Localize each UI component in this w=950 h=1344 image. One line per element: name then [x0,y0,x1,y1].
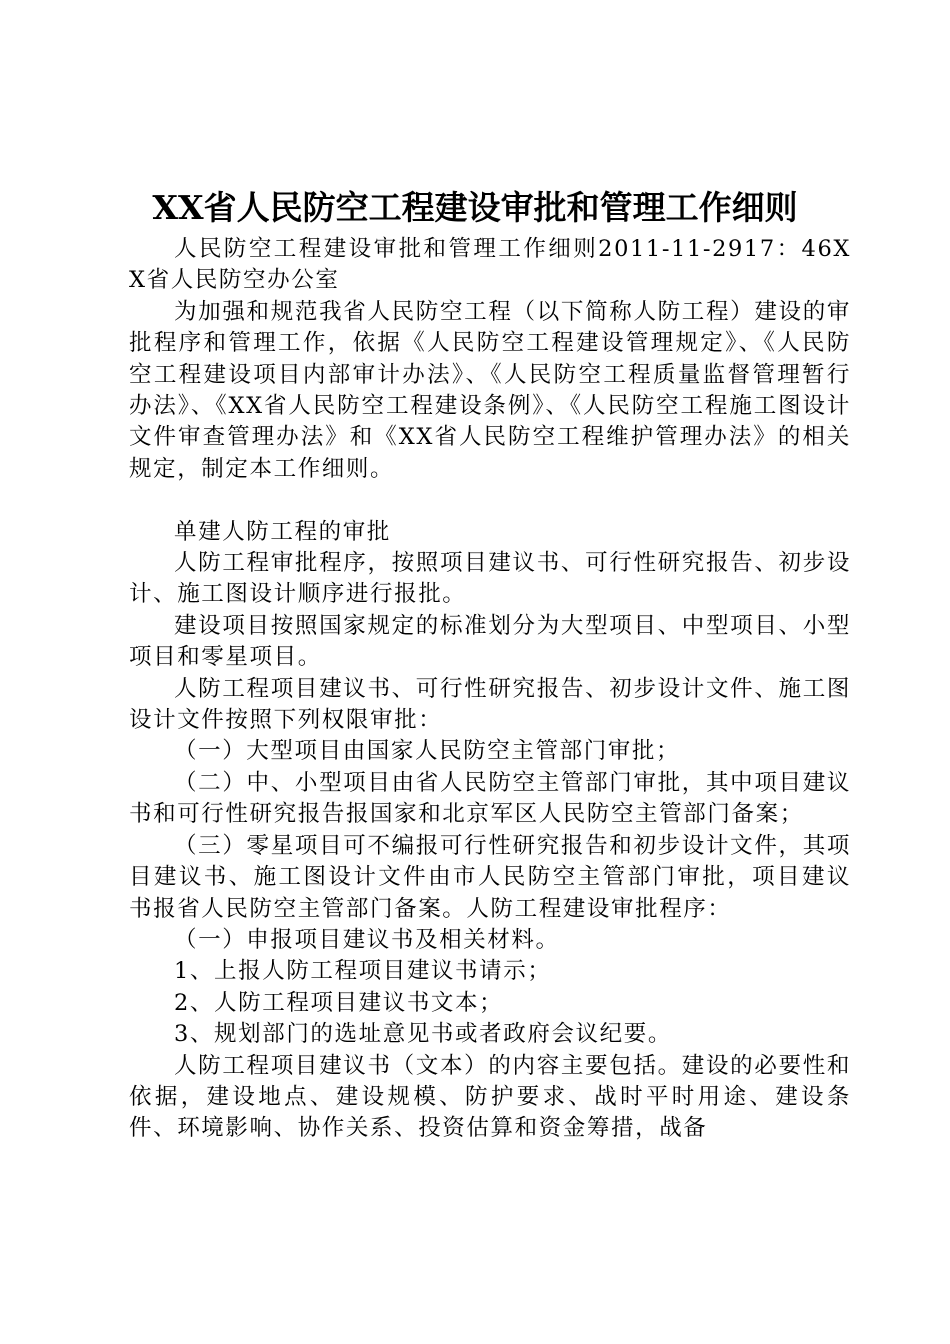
list-item: 1、上报人防工程项目建议书请示； [174,958,552,985]
list-item: （三）零星项目可不编报可行性研究报告和初步设计文件，其项目建议书、施工图设计文件由市人民防空主管部门审批，项目建议书报省人民防空主管部门备案。人防工程建设审批程序： [129,832,851,922]
paragraph: 人防工程审批程序，按照项目建议书、可行性研究报告、初步设计、施工图设计顺序进行报批。 [129,550,851,608]
document-header-line: 人民防空工程建设审批和管理工作细则2011-11-2917：46XX省人民防空办公室 [129,236,851,294]
list-item: （一）大型项目由国家人民防空主管部门审批； [174,738,681,765]
blank-line [129,485,851,516]
document-body [129,234,851,1145]
list-item: 2、人防工程项目建议书文本； [174,989,504,1016]
list-item: （一）申报项目建议书及相关材料。 [174,926,560,953]
document-title: XX省人民防空工程建设审批和管理工作细则 [152,188,798,227]
paragraph: 建设项目按照国家规定的标准划分为大型项目、中型项目、小型项目和零星项目。 [129,612,851,671]
section-heading: 单建人防工程的审批 [174,518,391,545]
paragraph-purpose: 为加强和规范我省人民防空工程（以下简称人防工程）建设的审批程序和管理工作，依据《人民防空工程建设管理规定》、《人民防空工程建设项目内部审计办法》、《人民防空工程质量监督管理暂行办法》、《XX省人民防空工程建设条例》、《人民防空工程施工图设计文件审查管理办法》和《XX省人民防空工程维护管理办法》的相关规定，制定本工作细则。 [129,298,851,482]
list-item: 3、规划部门的选址意见书或者政府会议纪要。 [174,1021,672,1048]
list-item: （二）中、小型项目由省人民防空主管部门审批，其中项目建议书和可行性研究报告报国家和北京军区人民防空主管部门备案； [129,769,851,828]
paragraph: 人防工程项目建议书、可行性研究报告、初步设计文件、施工图设计文件按照下列权限审批： [129,675,851,734]
paragraph: 人防工程项目建议书（文本）的内容主要包括。建设的必要性和依据，建设地点、建设规模、防护要求、战时平时用途、建设条件、环境影响、协作关系、投资估算和资金筹措，战备 [129,1052,851,1142]
